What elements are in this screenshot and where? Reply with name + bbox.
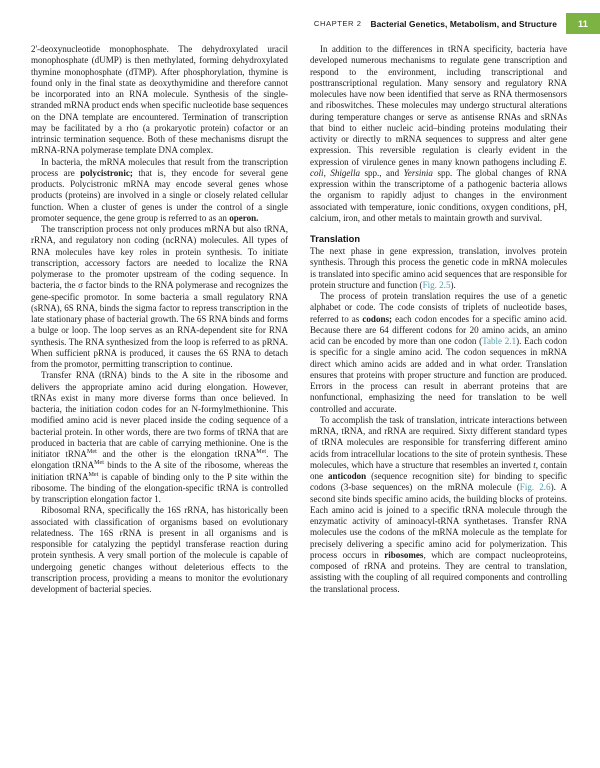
species-e-coli: E. coli,: [310, 156, 567, 178]
r2-text-b: ).: [450, 279, 456, 290]
chapter-title: Bacterial Genetics, Metabolism, and Structure: [370, 18, 557, 29]
p4-seg-2: and the other is the elongation tRNA: [96, 449, 257, 459]
r1-text-d: spp. The global changes of RNA expression within the transcriptome of a pathogenic bacteria allows the organism to rapidly adjust to changes in the environment associated with temperature, ionic conditions, oxygen conditions, pH, calcium, iron, and other metals to maintain growth and survival.: [310, 167, 567, 223]
r4-text-d: ). A second site binds specific amino acids, the building blocks of proteins. Each amino acid is joined to a specific tRNA molecule through the enzymatic activity of aminoacyl-tRNA synthetases. Transfer RNA molecules use the codons of the mRNA molecule as the template for precisely delivering a specific amino acid for polymerization. This process occurs in: [310, 482, 568, 560]
p4-seg-0: Transfer RNA (tRNA) binds to the A site in the ribosome and delivers the appropriate amino acid during elongation. However, tRNAs exist in many more diverse forms than once believed. In bacteria, the initiation codon codes for an N-formylmethionine. This modified amino acid is never placed inside the coding sequence of a bacterial protein. In other words, there are two forms of tRNA that are produced in bacteria that are cable of carrying methionine. One is the initiator tRNA: [31, 370, 288, 459]
term-anticodon: anticodon: [328, 471, 367, 481]
paragraph-p2: [31, 157, 288, 225]
running-head-text: [314, 13, 566, 34]
superscript-met-1: Met: [86, 448, 97, 455]
xref-fig-2-6[interactable]: Fig. 2.6: [519, 482, 551, 493]
running-head: [314, 13, 600, 34]
r1-text-a: In addition to the differences in tRNA specificity, bacteria have developed numerous mechanisms to regulate gene transcription and respond to the environment, including transcriptional and posttranscriptional regulation. Many sensory and regulatory RNA molecules have now been identified that serve as RNA thermosensors and riboswitches. These molecules may undergo structural alterations during temperature changes or serve as antisense RNAs and sRNAs that bind to either nucleic acid–binding proteins modulating their activity or directly to mRNA sequences to suppress and alter gene expression. This reversible regulation is clearly evident in the expression of virulence genes in many known pathogens including: [310, 44, 567, 167]
species-yersinia: Yersinia: [403, 167, 433, 178]
chapter-label: CHAPTER 2: [313, 19, 362, 28]
paragraph-p1: 2'-deoxynucleotide monophosphate. The dehydroxylated uracil monophosphate (dUMP) is then methylated, forming dehydroxylated thymine monophosphate (dTMP). After phosphorylation, thymine is found only in the final state as deoxythymidine and therefore cannot be incorporated into an RNA molecule. Synthesis of the single-stranded mRNA product ends when specific nucleotide base sequences on the DNA template are encountered. Termination of transcription may be facilitated by a rho (a prokaryotic protein) cofactor or an intrinsic termination sequence. Both of these mechanisms disrupt the mRNA-RNA polymerase template DNA complex.: [31, 44, 288, 156]
r1-text-c: spp., and: [359, 167, 404, 178]
r2-text-a: The next phase in gene expression, translation, involves protein synthesis. Through this process the genetic code in mRNA molecules is translated into specific amino acid sequences that are responsible for protein structure and function (: [310, 246, 567, 290]
paragraph-r2: [310, 246, 567, 291]
paragraph-r4: [310, 415, 567, 595]
p4-seg-8: is capable of binding only to the P site within the ribosome. The binding of the elongation-specific tRNA is controlled by transcription elongation factor 1.: [31, 471, 289, 504]
xref-fig-2-5[interactable]: Fig. 2.5: [422, 279, 451, 290]
p4-seg-6: binds to the A site of the ribosome, whereas the initiation tRNA: [31, 460, 288, 482]
section-heading-translation: Translation: [310, 234, 361, 244]
r3-text-b: each codon encodes for a specific amino acid. Because there are 64 different codons for 20 amino acids, an amino acid can be encoded by more than one codon (: [310, 313, 568, 346]
page-number-badge: 11: [566, 13, 600, 34]
superscript-met-2: Met: [256, 448, 267, 455]
paragraph-r1: [310, 44, 567, 224]
paragraph-p5: Ribosomal RNA, specifically the 16S rRNA, has historically been associated with classification of organisms based on evolutionary relatedness. The 16S rRNA is present in all organisms and is responsible for catalyzing the peptidyl transferase reaction during protein synthesis. A very small portion of the molecule is capable of undergoing genetic changes without deleterious effects to the transcription process, providing a means to monitor the evolutionary development of bacterial species.: [31, 505, 288, 594]
superscript-met-4: Met: [88, 471, 99, 478]
term-operon: operon.: [229, 212, 259, 223]
paragraph-p4: [31, 370, 288, 505]
p2-text-b: that is, they encode for several gene products. Polycistronic mRNA may encode several genes whose products (proteins) are involved in a single or closely related cellular function. When a cluster of genes is under the control of a single promoter sequence, the gene group is referred to as an: [31, 167, 288, 223]
term-ribosomes: ribosomes: [384, 549, 424, 560]
paragraph-r3: [310, 291, 567, 415]
term-codons: codons;: [362, 313, 393, 324]
body-columns: [31, 44, 569, 595]
term-polycistronic: polycistronic;: [80, 167, 133, 178]
italic-letter-t: t: [533, 459, 536, 470]
r4-text-c: (sequence recognition site) for binding to specific codons (3-base sequences) on the mRNA molecule (: [310, 471, 568, 493]
superscript-met-3: Met: [94, 460, 104, 467]
r3-text-c: ). Each codon is specific for a single amino acid. The codon sequences in mRNA direct which amino acids are added and in what order. Translation ensures that proteins with proper structure and function are produced. Errors in the process can result in aberrant proteins that are nonfunctional, emphasizing the need for translation to be well controlled and accurate.: [310, 336, 567, 414]
r4-text-a: To accomplish the task of translation, intricate interactions between mRNA, tRNA, and rRNA are required. Sixty different standard types of tRNA molecules are responsible for transferring different amino acids from intracellular locations to the site of protein synthesis. These molecules, which have a structure that resembles an inverted: [310, 414, 567, 470]
r4-text-e: , which are compact nucleoproteins, composed of rRNA and proteins. They are central to translation, assisting with the coupling of all required components and controlling the translational process.: [310, 549, 567, 594]
left-column: [31, 44, 288, 595]
r4-text-b: , contain one: [310, 459, 567, 481]
p2-text-a: In bacteria, the mRNA molecules that result from the transcription process are: [31, 156, 288, 178]
species-shigella: Shigella: [330, 167, 360, 178]
r3-text-a: The process of protein translation requires the use of a genetic alphabet or code. The code consists of triplets of nucleotide bases, referred to as: [310, 291, 567, 324]
paragraph-p3: The transcription process not only produces mRNA but also tRNA, rRNA, and regulatory non coding (ncRNA) molecules. All types of RNA molecules have key roles in protein synthesis. To initiate transcription, accessory factors are needed to localize the RNA polymerase to the promoter upstream of the coding sequence. In bacteria, the σ factor binds to the RNA polymerase and recognizes the gene-specific promotor. In some bacteria a small regulatory RNA (sRNA), 6S RNA, binds the sigma factor to repress transcription in the late stationary phase of bacterial growth. The 6S RNA binds and forms a bulge or loop. The loop serves as an RNA-dependent site for RNA synthesis. The RNA synthesized from the loop is referred to as pRNA. When sufficient pRNA is produced, it causes the 6S RNA to detach from the promotor, permitting transcription to continue.: [31, 224, 288, 369]
xref-table-2-1[interactable]: Table 2.1: [482, 336, 517, 346]
p4-seg-4: . The elongation tRNA: [31, 449, 288, 471]
right-column: [310, 44, 567, 595]
